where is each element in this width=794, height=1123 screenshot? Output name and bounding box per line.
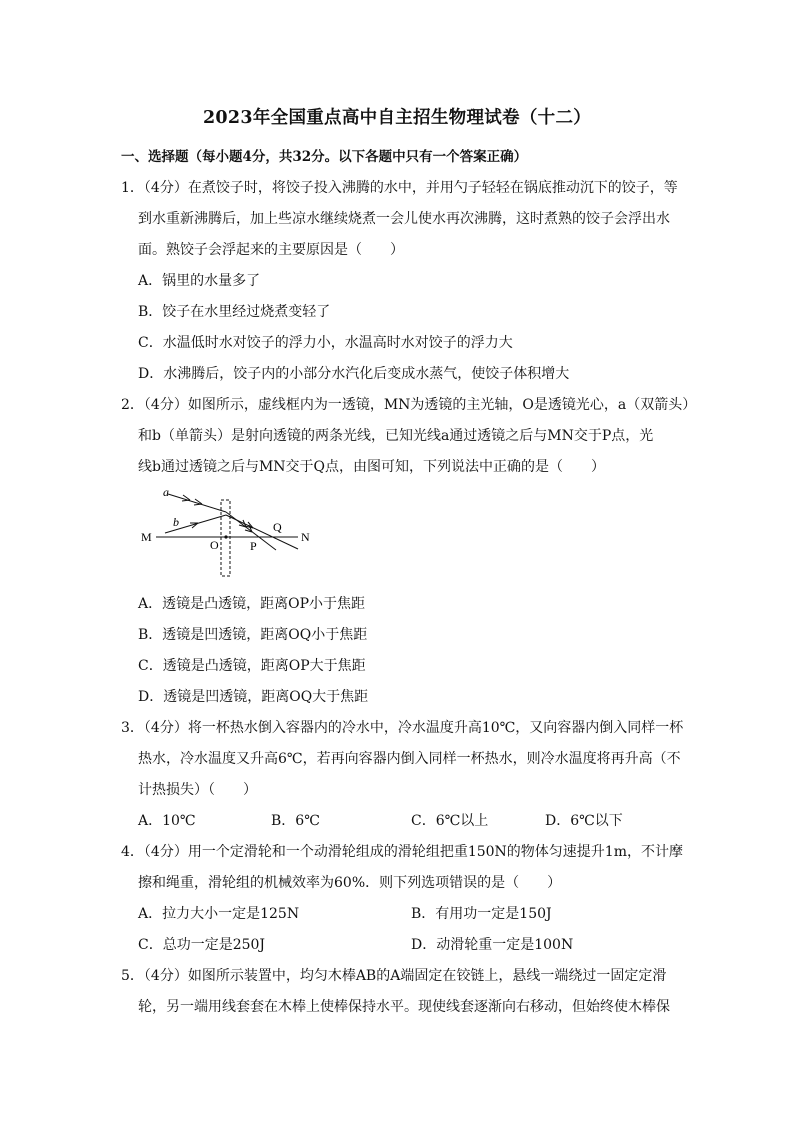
q3-option-d: D．6℃以下 (545, 813, 623, 829)
q3-line-2: 热水，冷水温度又升高6℃，若再向容器内倒入同样一杯热水，则冷水温度将再升高（不 (138, 751, 681, 767)
q2-option-d: D．透镜是凹透镜，距离OQ大于焦距 (138, 689, 369, 705)
q2-line-3: 线b通过透镜之后与MN交于Q点，由图可知，下列说法中正确的是（ ） (138, 459, 606, 475)
ray-a-incident (168, 494, 226, 512)
label-b: b (173, 515, 179, 529)
q3-line-1: 3．（4分）将一杯热水倒入容器内的冷水中，冷水温度升高10℃，又向容器内倒入同样一杯 (121, 720, 684, 736)
section-heading: 一、选择题（每小题4分，共32分。以下各题中只有一个答案正确） (121, 149, 528, 165)
label-N: N (301, 530, 310, 544)
q4-option-d: D．动滑轮重一定是100N (411, 937, 574, 953)
q5-line-1: 5．（4分）如图所示装置中，均匀木棒AB的A端固定在铰链上，悬线一端绕过一固定定滑 (121, 968, 667, 984)
q1-option-a: A．锅里的水量多了 (138, 273, 261, 289)
q1-line-1: 1．（4分）在煮饺子时，将饺子投入沸腾的水中，并用勺子轻轻在锅底推动沉下的饺子，等 (121, 180, 678, 196)
q4-line-1: 4．（4分）用一个定滑轮和一个动滑轮组成的滑轮组把重150N的物体匀速提升1m，不计摩 (121, 844, 683, 860)
label-O: O (210, 538, 219, 552)
ray-b-refracted (226, 515, 298, 549)
label-P: P (250, 539, 257, 553)
q1-option-d: D．水沸腾后，饺子内的小部分水汽化后变成水蒸气，使饺子体积增大 (138, 366, 570, 382)
q2-line-2: 和b（单箭头）是射向透镜的两条光线，已知光线a通过透镜之后与MN交于P点，光 (138, 428, 654, 444)
q1-option-c: C．水温低时水对饺子的浮力小，水温高时水对饺子的浮力大 (138, 335, 513, 351)
optical-center-dot (224, 535, 227, 538)
lens-diagram (138, 484, 328, 584)
q4-line-2: 擦和绳重，滑轮组的机械效率为60%．则下列选项错误的是（ ） (138, 875, 562, 891)
q4-option-b: B．有用功一定是150J (411, 906, 552, 922)
q4-option-c: C．总功一定是250J (138, 937, 266, 953)
q1-line-3: 面。熟饺子会浮起来的主要原因是（ ） (138, 242, 404, 258)
q2-line-1: 2．（4分）如图所示，虚线框内为一透镜，MN为透镜的主光轴，O是透镜光心，a（双箭头） (121, 397, 697, 413)
q3-line-3: 计热损失）（ ） (138, 782, 257, 798)
label-Q: Q (273, 520, 282, 534)
q2-option-a: A．透镜是凸透镜，距离OP小于焦距 (138, 596, 366, 612)
label-a: a (163, 485, 169, 499)
q5-line-2: 轮，另一端用线套套在木棒上使棒保持水平。现使线套逐渐向右移动，但始终使木棒保 (138, 999, 670, 1015)
q2-option-c: C．透镜是凸透镜，距离OP大于焦距 (138, 658, 366, 674)
q4-option-a: A．拉力大小一定是125N (138, 906, 300, 922)
page-title: 2023年全国重点高中自主招生物理试卷（十二） (202, 108, 592, 128)
label-M: M (141, 530, 152, 544)
q3-option-c: C．6℃以上 (411, 813, 489, 829)
q1-option-b: B．饺子在水里经过烧煮变轻了 (138, 304, 331, 320)
q2-option-b: B．透镜是凹透镜，距离OQ小于焦距 (138, 627, 368, 643)
q3-option-a: A．10℃ (138, 813, 196, 829)
q3-option-b: B．6℃ (271, 813, 320, 829)
q1-line-2: 到水重新沸腾后，加上些凉水继续烧煮一会儿使水再次沸腾，这时煮熟的饺子会浮出水 (138, 211, 670, 227)
